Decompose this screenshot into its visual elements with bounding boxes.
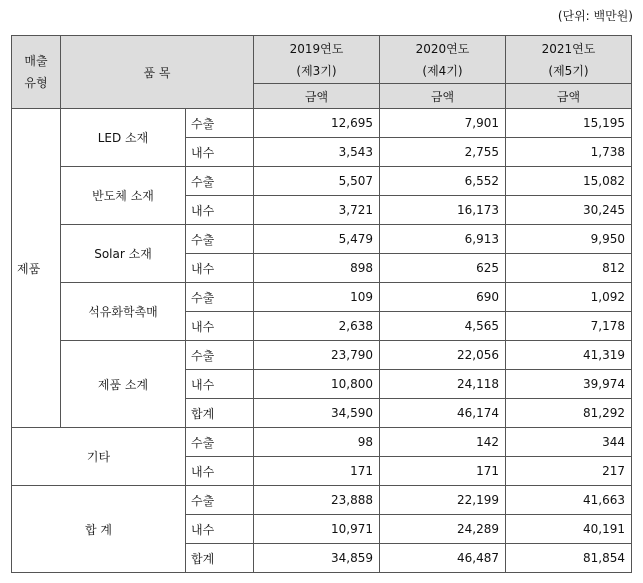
value-cell: 98	[254, 428, 380, 457]
value-cell: 898	[254, 254, 380, 283]
value-cell: 5,507	[254, 167, 380, 196]
value-cell: 3,543	[254, 138, 380, 167]
value-cell: 16,173	[380, 196, 506, 225]
kind-cell: 내수	[186, 254, 254, 283]
value-cell: 41,663	[506, 486, 632, 515]
year-label: 2019연도	[289, 41, 344, 56]
value-cell: 2,755	[380, 138, 506, 167]
kind-cell: 내수	[186, 138, 254, 167]
item-name-cell: 반도체 소재	[61, 167, 186, 225]
group-name-cell: 합 계	[12, 486, 186, 573]
value-cell: 1,738	[506, 138, 632, 167]
group-name-cell: 기타	[12, 428, 186, 486]
value-cell: 6,913	[380, 225, 506, 254]
value-cell: 5,479	[254, 225, 380, 254]
value-cell: 46,174	[380, 399, 506, 428]
value-cell: 10,800	[254, 370, 380, 399]
value-cell: 1,092	[506, 283, 632, 312]
value-cell: 171	[380, 457, 506, 486]
item-name-cell: Solar 소재	[61, 225, 186, 283]
header-sales-type: 매출 유형	[12, 36, 61, 109]
kind-cell: 내수	[186, 312, 254, 341]
value-cell: 23,790	[254, 341, 380, 370]
value-cell: 2,638	[254, 312, 380, 341]
value-cell: 9,950	[506, 225, 632, 254]
value-cell: 812	[506, 254, 632, 283]
kind-cell: 수출	[186, 341, 254, 370]
value-cell: 109	[254, 283, 380, 312]
item-name-cell: LED 소재	[61, 109, 186, 167]
header-amount: 금액	[380, 84, 506, 109]
term-label: (제3기)	[296, 63, 337, 78]
value-cell: 6,552	[380, 167, 506, 196]
header-year-2019	[254, 36, 380, 84]
kind-cell: 수출	[186, 428, 254, 457]
kind-cell: 내수	[186, 196, 254, 225]
value-cell: 41,319	[506, 341, 632, 370]
value-cell: 46,487	[380, 544, 506, 573]
value-cell: 344	[506, 428, 632, 457]
kind-cell: 합계	[186, 544, 254, 573]
kind-cell: 수출	[186, 283, 254, 312]
value-cell: 690	[380, 283, 506, 312]
value-cell: 24,289	[380, 515, 506, 544]
kind-cell: 수출	[186, 167, 254, 196]
value-cell: 3,721	[254, 196, 380, 225]
value-cell: 23,888	[254, 486, 380, 515]
unit-label: (단위: 백만원)	[557, 9, 633, 23]
table-row	[12, 486, 632, 515]
value-cell: 4,565	[380, 312, 506, 341]
header-year-2020	[380, 36, 506, 84]
item-name-cell: 석유화학촉매	[61, 283, 186, 341]
term-label: (제5기)	[548, 63, 589, 78]
value-cell: 10,971	[254, 515, 380, 544]
value-cell: 30,245	[506, 196, 632, 225]
value-cell: 217	[506, 457, 632, 486]
value-cell: 7,901	[380, 109, 506, 138]
value-cell: 24,118	[380, 370, 506, 399]
term-label: (제4기)	[422, 63, 463, 78]
header-item: 품 목	[61, 36, 254, 109]
table-row	[12, 428, 632, 457]
header-amount: 금액	[506, 84, 632, 109]
value-cell: 7,178	[506, 312, 632, 341]
value-cell: 15,195	[506, 109, 632, 138]
header-amount: 금액	[254, 84, 380, 109]
value-cell: 39,974	[506, 370, 632, 399]
kind-cell: 내수	[186, 515, 254, 544]
year-label: 2020연도	[415, 41, 470, 56]
value-cell: 34,859	[254, 544, 380, 573]
kind-cell: 수출	[186, 225, 254, 254]
value-cell: 625	[380, 254, 506, 283]
table-row	[12, 283, 632, 312]
sales-table	[11, 35, 632, 573]
table-row	[12, 225, 632, 254]
value-cell: 40,191	[506, 515, 632, 544]
kind-cell: 내수	[186, 457, 254, 486]
kind-cell: 수출	[186, 109, 254, 138]
value-cell: 142	[380, 428, 506, 457]
kind-cell: 수출	[186, 486, 254, 515]
year-label: 2021연도	[541, 41, 596, 56]
value-cell: 12,695	[254, 109, 380, 138]
value-cell: 81,292	[506, 399, 632, 428]
item-name-cell: 제품 소계	[61, 341, 186, 428]
value-cell: 171	[254, 457, 380, 486]
table-row	[12, 167, 632, 196]
table-row	[12, 109, 632, 138]
kind-cell: 내수	[186, 370, 254, 399]
value-cell: 22,056	[380, 341, 506, 370]
sales-type-cell: 제품	[12, 109, 61, 428]
kind-cell: 합계	[186, 399, 254, 428]
value-cell: 22,199	[380, 486, 506, 515]
value-cell: 15,082	[506, 167, 632, 196]
value-cell: 81,854	[506, 544, 632, 573]
header-year-2021	[506, 36, 632, 84]
value-cell: 34,590	[254, 399, 380, 428]
table-row	[12, 341, 632, 370]
